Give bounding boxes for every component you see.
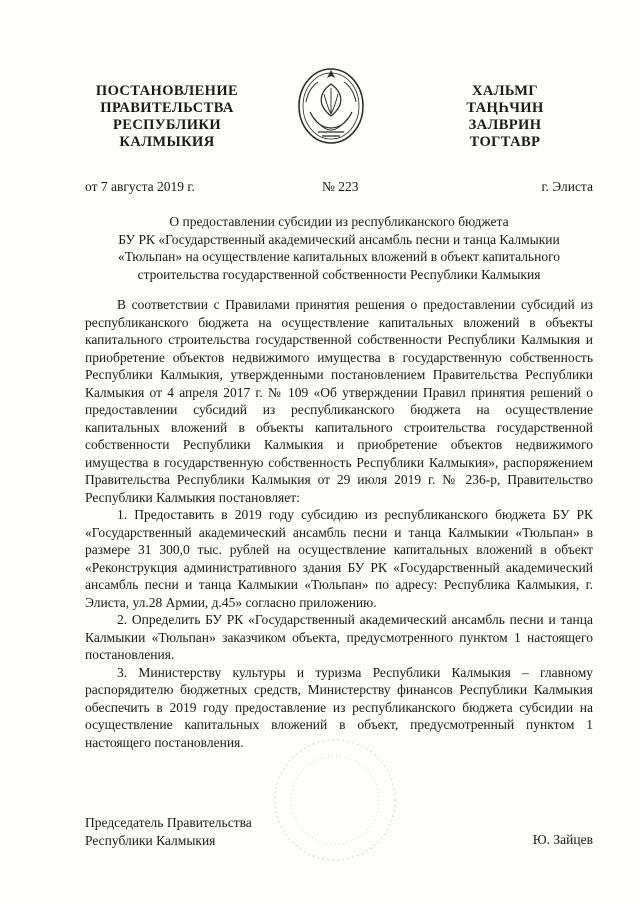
signatory-name: Ю. Зайцев: [532, 832, 593, 847]
signature-title: [85, 814, 252, 850]
document-city: г. Элиста: [541, 179, 593, 194]
clause-3-paragraph: 3. Министерству культуры и туризма Республики Калмыкия – главному распорядителю бюджетных средств, Министерству финансов Республики Калмыкия обеспечить в 2019 году предоставление из республиканского бюджета субсидии на осуществление капитальных вложений в объект, предусмотренный пунктом 1 настоящего постановления.: [85, 664, 593, 750]
clause-2-paragraph: 2. Определить БУ РК «Государственный академический ансамбль песни и танца Калмыкии «Тюльпан» заказчиком объекта, предусмотренного пунктом 1 настоящего постановления.: [85, 612, 593, 662]
preamble-paragraph: В соответствии с Правилами принятия решения о предоставлении субсидий из республиканского бюджета на осуществление капитальных вложений в объекты капитального строительства государственной собственности Республики Калмыкия и приобретение объектов недвижимого имущества в государственную собственность Республики Калмыкия, утвержденными постановлением Правительства Республики Калмыкия от 4 апреля 2017 г. № 109 «Об утверждении Правил принятия решений о предоставлении субсидий из республиканского бюджета на осуществление капитальных вложений в объекты капитального строительства государственной собственности Республики Калмыкия и приобретение объектов недвижимого имущества в государственную собственность Республики Калмыкия», распоряжением Правительства Республики Калмыкия от 29 июля 2019 г. № 236-р, Правительство Республики Калмыкия постановляет:: [85, 297, 593, 505]
header-kalmyk: [440, 83, 570, 151]
header-ru-line: ПРАВИТЕЛЬСТВА: [100, 100, 234, 116]
document-body: [85, 296, 593, 751]
header-ru-line: ПОСТАНОВЛЕНИЕ: [95, 83, 239, 99]
signature-title-line: Председатель Правительства: [85, 815, 252, 830]
subject-line: строительства государственной собственности Республики Калмыкия: [137, 266, 541, 282]
header-ru-line: РЕСПУБЛИКИ: [112, 117, 222, 133]
header-ru-line: КАЛМЫКИЯ: [119, 134, 215, 150]
header-russian: [92, 83, 242, 151]
clause-1-paragraph: 1. Предоставить в 2019 году субсидию из республиканского бюджета БУ РК «Государственный академический ансамбль песни и танца Калмыкии «Тюльпан» в размере 31 300,0 тыс. рублей на осуществление капитальных вложений в объект «Реконструкция административного здания БУ РК «Государственный академический ансамбль песни и танца Калмыкии «Тюльпан» по адресу: Республика Калмыкия, г. Элиста, ул.28 Армии, д.45» согласно приложению.: [85, 507, 593, 610]
header-kalm-line: ТАҢҺЧИН: [466, 100, 544, 116]
document-number: № 223: [322, 179, 359, 194]
kalmykia-coat-of-arms-icon: [296, 62, 366, 146]
subject-line: О предоставлении субсидии из республиканского бюджета: [169, 214, 509, 229]
subject-line: «Тюльпан» на осуществление капитальных вложений в объект капитального: [117, 249, 561, 264]
document-date: от 7 августа 2019 г.: [85, 179, 195, 194]
header-kalm-line: ХАЛЬМГ: [471, 83, 539, 99]
header-kalm-line: ЗАЛВРИН: [468, 117, 542, 133]
header-kalm-line: ТОГТАВР: [469, 134, 541, 150]
subject-line: БУ РК «Государственный академический ансамбль песни и танца Калмыкии: [118, 231, 560, 247]
signature-title-line: Республики Калмыкия: [85, 833, 216, 848]
faint-stamp-icon: [270, 735, 400, 865]
document-subject: [85, 213, 593, 283]
